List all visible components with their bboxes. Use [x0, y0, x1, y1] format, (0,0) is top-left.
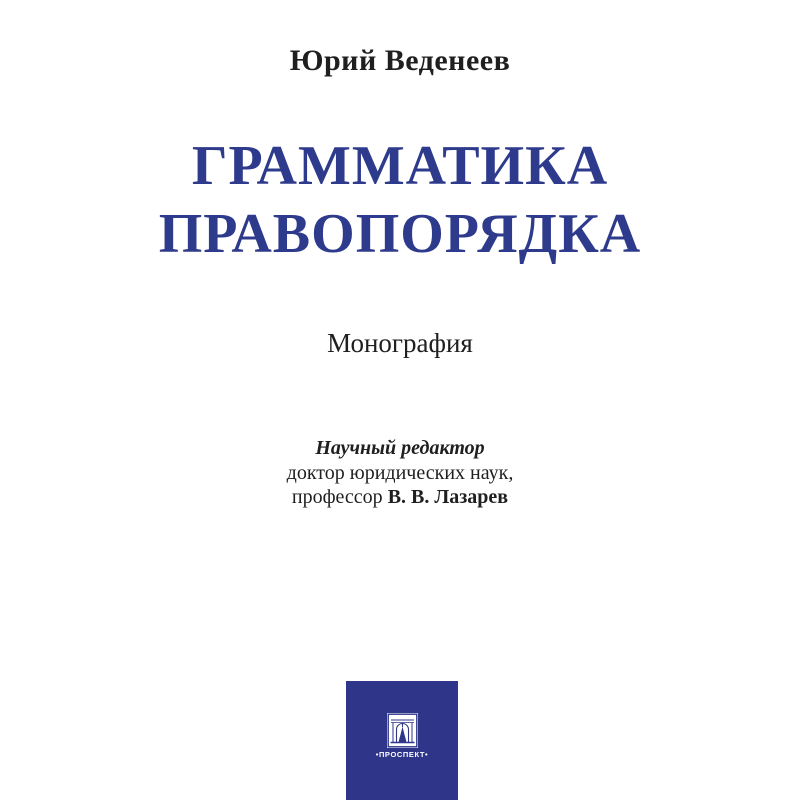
editor-name-prefix: профессор — [291, 486, 388, 508]
book-title-line2: ПРАВОПОРЯДКА — [158, 203, 642, 265]
publisher-logo — [346, 681, 458, 800]
publisher-name: •ПРОСПЕКТ• — [375, 750, 429, 759]
book-title — [0, 132, 800, 268]
arch-monument-icon — [387, 713, 418, 748]
editor-name: В. В. Лазарев — [387, 486, 509, 508]
editor-heading: Научный редактор — [315, 437, 485, 459]
editor-name-line — [0, 485, 800, 510]
subtitle-monograph: Монография — [327, 328, 473, 358]
book-title-line1: ГРАММАТИКА — [191, 135, 609, 197]
editor-credentials: доктор юридических наук, — [286, 461, 514, 484]
editor-block — [0, 436, 800, 510]
author-name: Юрий Веденеев — [289, 44, 511, 77]
